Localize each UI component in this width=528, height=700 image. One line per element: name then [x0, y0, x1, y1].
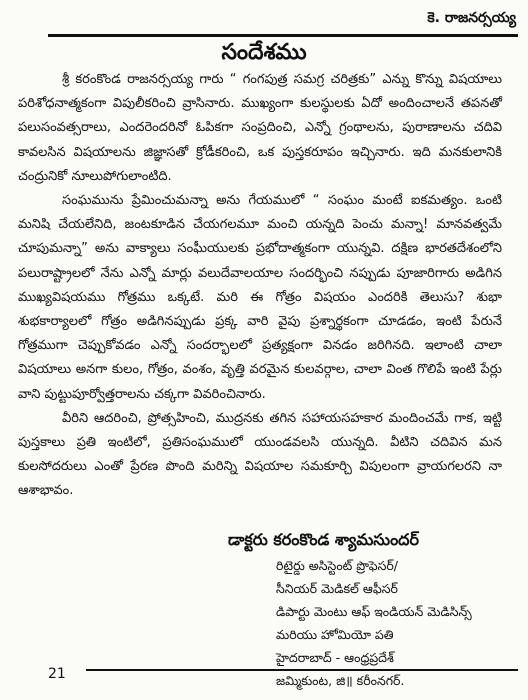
credential-line: రిటైర్డు అసిస్టెంట్ ప్రొఫెసర్/	[276, 558, 398, 573]
paragraph-3: వీరిని ఆదరించి, ప్రోత్సహించి, ముద్రనకు తగిన సహాయసహకార మందించమే గాక, ఇట్టి పుస్తకాలు ప్రతి ఇంటిలో, ప్రతిసంఘములో యుండవలసి యున్నది. వీటిని చదివిన మన కులసోదరులు ఎంతో ప్రేరణ పొంది మరిన్ని విషయాల సమకూర్చి విపులంగా వ్రాయగలరని నా ఆశాభావం.	[18, 410, 502, 499]
paragraph-2: సంఘమును ప్రేమించుమన్నా అను గేయములో “ సంఘం మంటే ఐకమత్యం. ఒంటి మనిషి చేయలేనిది, జంటకూడిన చేయగలమూ మంచి యన్నది పెంచు మన్నా! మానవత్వమే చూపుమన్నా” అను వాక్యాలు సంఘీయులకు ప్రభోదాత్మకంగా యున్నవి. దక్షిణ భారతదేశంలోని పలురాష్ట్రాలలో నేను ఎన్నో మార్లు వలుదేవాలయాల సందర్భించి నప్పుడు పూజారిగారు అడిగిన ముఖ్యవిషయము గోత్రము ఒక్కటే. మరి ఈ గోత్రం విషయం ఎందరికి తెలుసు? శుభా శుభకార్యాలలో గోత్రం అడిగినప్పుడు ప్రక్క వారి వైపు ప్రశ్నార్థకంగా చూడడం, ఇంటి పేరునే గోత్రముగా చెప్పుకోవడం ఎన్నో సందర్భాలలో ప్రత్యక్షంగా వినడం జరిగినది. ఇలాంటి చాలా విషయాలు అనగా కులం, గోత్రం, వంశం, వృత్తి వరమైన కులవర్గాల, చాలా వింత గొలిపే ఇంటి పేర్లు వాని పుట్టుపూర్వోత్తరాలను చక్కగా వివరించినారు.	[18, 193, 502, 402]
credential-line: డిపార్టు మెంటు ఆఫ్ ఇండియన్ మెడిసిన్స్	[276, 604, 472, 619]
credential-line: జమ్మికుంట, జి॥ కరీంనగర్.	[276, 673, 405, 688]
page-title: సందేశము	[221, 40, 307, 65]
header-rule	[48, 34, 518, 37]
signature-name: డాక్టరు కరంకొండ శ్యామసుందర్	[228, 530, 419, 549]
running-header-author: కె. రాజనర్సయ్య	[427, 10, 516, 26]
paragraph-1: శ్రీ కరంకొండ రాజనర్సయ్య గారు “ గంగపుత్ర సమగ్ర చరిత్రకు” ఎన్ను కొన్ను విషయాలు పరిశోధనాత్మకంగా విపులీకరించి వ్రాసినారు. ముఖ్యంగా కులస్థులకు ఏదో అందించాలనే తపనతో పలుసంవత్సరాలు, ఎందరెందరినో ఓపికగా సంప్రదించి, ఎన్నో గ్రంథాలను, పురాణాలను చదివి కావలసిన విషయాలను జిజ్ఞాసతో క్రోడీకరించి, ఒక పుస్తకరూపం ఇచ్చినారు. ఇది మనకులానికి చంద్రునికో నూలుపోగులాంటిది.	[18, 72, 502, 184]
footer-rule	[86, 669, 518, 671]
credential-line: సీనియర్ మెడికల్ ఆఫీసర్	[276, 581, 398, 596]
credential-line: హైదరాబాద్ - ఆంధ్రప్రదేశ్	[276, 650, 394, 665]
signature-credentials	[276, 554, 472, 692]
message-body	[18, 68, 502, 504]
credential-line: మరియు హోమియో పతి	[276, 627, 394, 642]
page-number: 21	[48, 666, 66, 682]
